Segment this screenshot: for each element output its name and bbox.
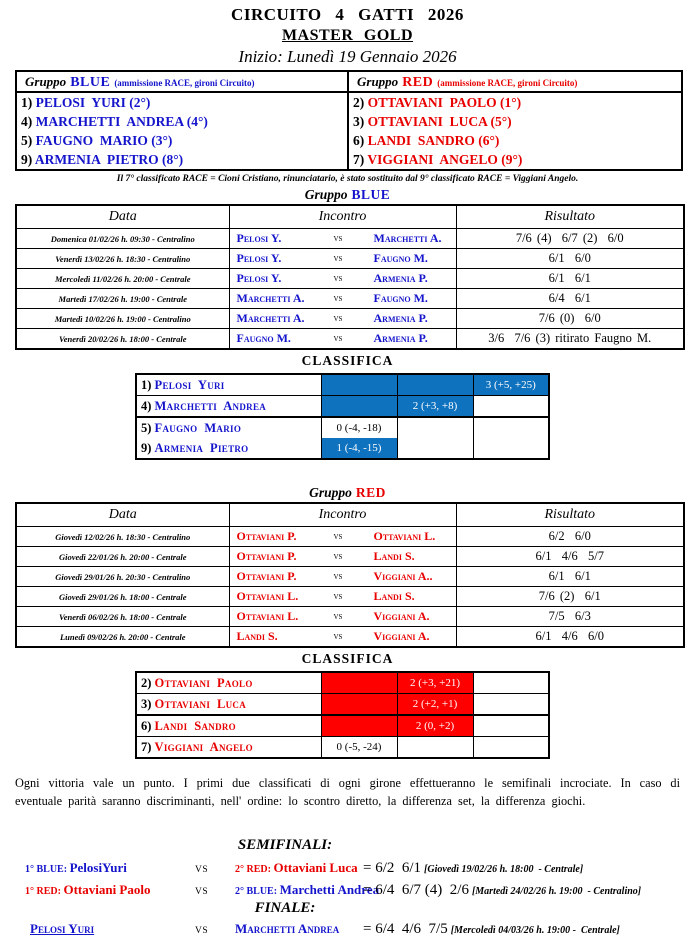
- classifica-points-cell: [397, 737, 473, 759]
- match-incontro-cell: [229, 269, 456, 289]
- player-name: Landi Sandro: [154, 719, 236, 733]
- classifica-points-cell: [473, 438, 549, 459]
- player-number: 4): [21, 114, 36, 129]
- incontro-content: [230, 629, 456, 644]
- vs-label: VS: [195, 925, 209, 936]
- section-name-blue: BLUE: [351, 187, 391, 202]
- classifica-points-cell: [321, 396, 397, 418]
- player-line: [349, 93, 681, 112]
- match-row: [16, 329, 684, 350]
- group-blue-header: [17, 72, 347, 93]
- player2-name: Landi S.: [373, 589, 415, 603]
- match-row: [16, 229, 684, 249]
- start-date-line: Inizio: Lunedì 19 Gennaio 2026: [238, 47, 457, 66]
- incontro-content: [230, 609, 456, 624]
- vs-label: VS: [195, 886, 209, 897]
- player-name: OTTAVIANI LUCA (5°): [367, 114, 512, 129]
- classifica-points-cell: [397, 374, 473, 396]
- vs-label: vs: [333, 611, 343, 622]
- classifica-name-cell: [136, 694, 321, 716]
- match-result-cell: 6/1 6/1: [456, 269, 684, 289]
- final-player2: Marchetti Andrea: [235, 920, 340, 936]
- group-blue-admission-note: (ammissione RACE, gironi Circuito): [114, 78, 255, 88]
- player-name: OTTAVIANI PAOLO (1°): [367, 95, 522, 110]
- final-schedule: [Mercoledì 04/03/26 h. 19:00 - Centrale]: [450, 924, 620, 936]
- classifica-name-cell: [136, 438, 321, 459]
- incontro-content: [230, 589, 456, 604]
- match-incontro-cell: [229, 229, 456, 249]
- match-date-cell: Mercoledì 11/02/26 h. 20:00 - Centrale: [16, 269, 229, 289]
- classifica-points-cell: [321, 374, 397, 396]
- semifinal-player2: [235, 859, 363, 877]
- vs-label: vs: [333, 551, 343, 562]
- player-line: [17, 150, 347, 169]
- group-blue-box: [17, 72, 349, 169]
- player-name: Ottaviani Paolo: [63, 881, 151, 897]
- semifinal-score: = 6/2 6/1: [363, 859, 422, 876]
- classifica-points-cell: [473, 737, 549, 759]
- match-row: [16, 607, 684, 627]
- classifica-points-cell: [321, 672, 397, 694]
- rules-paragraph: Ogni vittoria vale un punto. I primi due classificati di ogni girone effettueranno le semifinali incrociate. In caso di eventuale parità saranno discriminanti, nell' ordine: lo scontro diretto, la differenza set, la differenza giochi.: [15, 776, 680, 808]
- player-name: Ottaviani Paolo: [154, 676, 253, 690]
- groups-admission-box: [15, 70, 683, 171]
- player1-name: Ottaviani P.: [236, 529, 297, 543]
- final-score: = 6/4 4/6 7/5: [363, 920, 448, 937]
- seed-label: 1° BLUE:: [25, 863, 70, 875]
- vs-label: vs: [333, 333, 343, 344]
- classifica-name-cell: [136, 715, 321, 737]
- classifica-points-cell: [473, 715, 549, 737]
- incontro-content: [230, 231, 456, 246]
- seed-label: 2° RED:: [235, 863, 274, 875]
- semifinals-heading: SEMIFINALI:: [237, 836, 333, 853]
- player-number: 6): [141, 719, 155, 733]
- player-name: PELOSI YURI (2°): [35, 95, 151, 110]
- vs-label: vs: [333, 273, 343, 284]
- match-row: [16, 269, 684, 289]
- incontro-content: [230, 569, 456, 584]
- match-result-cell: 6/1 4/6 6/0: [456, 627, 684, 648]
- player1-name: Faugno M.: [236, 331, 291, 345]
- match-date-cell: Giovedì 22/01/26 h. 20:00 - Centrale: [16, 547, 229, 567]
- player2-name: Viggiani A..: [373, 569, 433, 583]
- group-red-header: [349, 72, 681, 93]
- classifica-name-cell: [136, 737, 321, 759]
- classifica-points-cell: [321, 715, 397, 737]
- vs-label: vs: [333, 591, 343, 602]
- match-row: [16, 249, 684, 269]
- player1-name: Pelosi Y.: [236, 251, 282, 265]
- match-date-cell: Giovedì 29/01/26 h. 18:00 - Centrale: [16, 587, 229, 607]
- player2-name: Landi S.: [373, 549, 415, 563]
- player-name: LANDI SANDRO (6°): [367, 133, 500, 148]
- player2-name: Armenia P.: [373, 311, 428, 325]
- match-row: [16, 587, 684, 607]
- player-line: [349, 150, 681, 169]
- player1-name: Pelosi Y.: [236, 271, 282, 285]
- classifica-row: [136, 417, 549, 438]
- final-player1: Pelosi Yuri: [30, 920, 95, 936]
- match-incontro-cell: [229, 329, 456, 350]
- player1-name: Marchetti A.: [236, 291, 305, 305]
- classifica-points-cell: 1 (-4, -15): [321, 438, 397, 459]
- incontro-content: [230, 331, 456, 346]
- player-number: 3): [353, 114, 368, 129]
- classifica-heading-red: CLASSIFICA: [301, 651, 394, 666]
- player2-name: Viggiani A.: [373, 609, 430, 623]
- match-date-cell: Lunedì 09/02/26 h. 20:00 - Centrale: [16, 627, 229, 648]
- match-incontro-cell: [229, 607, 456, 627]
- match-date-cell: Venerdì 06/02/26 h. 18:00 - Centrale: [16, 607, 229, 627]
- incontro-content: [230, 529, 456, 544]
- final-heading: FINALE:: [254, 899, 316, 916]
- match-row: [16, 289, 684, 309]
- classifica-points-cell: [473, 694, 549, 716]
- match-result-cell: 6/1 4/6 5/7: [456, 547, 684, 567]
- match-incontro-cell: [229, 289, 456, 309]
- player1-name: Ottaviani P.: [236, 549, 297, 563]
- section-prefix: Gruppo: [304, 187, 348, 202]
- player-name: ARMENIA PIETRO (8°): [34, 152, 184, 167]
- player-name: Faugno Mario: [154, 421, 242, 435]
- player1-name: Ottaviani L.: [236, 589, 299, 603]
- group-red-name: RED: [402, 75, 434, 90]
- player2-name: Faugno M.: [373, 251, 428, 265]
- classifica-name-cell: [136, 374, 321, 396]
- player-name: Marchetti Andrea: [154, 399, 267, 413]
- player-line: [349, 112, 681, 131]
- classifica-row: [136, 737, 549, 759]
- classifica-points-cell: 0 (-4, -18): [321, 417, 397, 438]
- player-number: 9): [141, 441, 155, 455]
- seed-label: 1° RED:: [25, 885, 64, 897]
- incontro-content: [230, 291, 456, 306]
- classifica-points-cell: 2 (+3, +8): [397, 396, 473, 418]
- player-number: 1): [141, 378, 155, 392]
- semifinal-player1: [0, 859, 195, 877]
- classifica-row: [136, 672, 549, 694]
- semifinal-row: [0, 881, 695, 898]
- incontro-content: [230, 251, 456, 266]
- col-header-data: Data: [16, 205, 229, 229]
- incontro-content: [230, 271, 456, 286]
- classifica-name-cell: [136, 417, 321, 438]
- vs-label: vs: [333, 571, 343, 582]
- match-date-cell: Martedì 17/02/26 h. 19:00 - Centrale: [16, 289, 229, 309]
- classifica-row: [136, 715, 549, 737]
- player-line: [349, 131, 681, 150]
- vs-label: VS: [195, 864, 209, 875]
- match-date-cell: Giovedì 12/02/26 h. 18:30 - Centralino: [16, 527, 229, 547]
- page-title: CIRCUITO 4 GATTI 2026: [231, 5, 464, 24]
- player2-name: Viggiani A.: [373, 629, 430, 643]
- player-name: Pelosi Yuri: [154, 378, 225, 392]
- match-row: [16, 627, 684, 648]
- semifinal-player2: [235, 881, 380, 899]
- player1-name: Ottaviani L.: [236, 609, 299, 623]
- section-heading-red: [0, 484, 695, 501]
- vs-label: vs: [333, 233, 343, 244]
- player-number: 2): [353, 95, 368, 110]
- player2-name: Ottaviani L.: [373, 529, 436, 543]
- group-red-admission-note: (ammissione RACE, gironi Circuito): [437, 78, 578, 88]
- classifica-heading-blue: CLASSIFICA: [301, 353, 394, 368]
- match-result-cell: 7/5 6/3: [456, 607, 684, 627]
- player-name: Ottaviani Luca: [154, 697, 247, 711]
- match-row: [16, 309, 684, 329]
- match-incontro-cell: [229, 249, 456, 269]
- player-number: 6): [353, 133, 368, 148]
- player-line: [17, 112, 347, 131]
- group-red-player-list: [349, 93, 681, 169]
- player-name: PelosiYuri: [69, 859, 127, 875]
- vs-label: vs: [333, 293, 343, 304]
- classifica-points-cell: 2 (+3, +21): [397, 672, 473, 694]
- match-result-cell: 7/6 (2) 6/1: [456, 587, 684, 607]
- group-blue-name: BLUE: [70, 75, 111, 90]
- player1-name: Pelosi Y.: [236, 231, 282, 245]
- semifinals-rows: [0, 859, 695, 898]
- table-header-row: [16, 503, 684, 527]
- classifica-points-cell: [473, 417, 549, 438]
- match-incontro-cell: [229, 627, 456, 648]
- match-incontro-cell: [229, 547, 456, 567]
- match-row: [16, 567, 684, 587]
- player-name: VIGGIANI ANGELO (9°): [367, 152, 523, 167]
- vs-label: vs: [333, 253, 343, 264]
- player-name: MARCHETTI ANDREA (4°): [35, 114, 208, 129]
- semifinal-row: [0, 859, 695, 876]
- final-row: [0, 921, 695, 939]
- col-header-risultato: Risultato: [456, 503, 684, 527]
- player-line: [17, 93, 347, 112]
- match-incontro-cell: [229, 587, 456, 607]
- group-blue-player-list: [17, 93, 347, 169]
- player-number: 3): [141, 697, 155, 711]
- red-classifica-table: [135, 671, 550, 759]
- match-incontro-cell: [229, 527, 456, 547]
- match-result-cell: 6/1 6/1: [456, 567, 684, 587]
- seed-label: 2° BLUE:: [235, 885, 280, 897]
- player-name: FAUGNO MARIO (3°): [35, 133, 173, 148]
- classifica-points-cell: 2 (0, +2): [397, 715, 473, 737]
- red-match-table: [15, 502, 685, 648]
- group-label-prefix: Gruppo: [357, 74, 399, 89]
- substitution-note: Il 7° classificato RACE = Cioni Cristiano, rinunciatario, è stato sostituito dal 9° classificato RACE = Viggiani Angelo.: [116, 174, 579, 184]
- classifica-points-cell: [397, 438, 473, 459]
- player-number: 7): [353, 152, 368, 167]
- player-number: 2): [141, 676, 155, 690]
- vs-label: vs: [333, 313, 343, 324]
- vs-label: vs: [333, 631, 343, 642]
- semifinal-schedule: [Martedì 24/02/26 h. 19:00 - Centralino]: [471, 885, 642, 897]
- classifica-row: [136, 374, 549, 396]
- section-name-red: RED: [355, 485, 386, 500]
- player-number: 4): [141, 399, 155, 413]
- player1-name: Marchetti A.: [236, 311, 305, 325]
- col-header-data: Data: [16, 503, 229, 527]
- incontro-content: [230, 549, 456, 564]
- classifica-points-cell: 3 (+5, +25): [473, 374, 549, 396]
- classifica-points-cell: 2 (+2, +1): [397, 694, 473, 716]
- player2-name: Armenia P.: [373, 331, 428, 345]
- section-heading-blue: [0, 186, 695, 203]
- classifica-points-cell: [321, 694, 397, 716]
- match-result-cell: 7/6 (4) 6/7 (2) 6/0: [456, 229, 684, 249]
- player1-name: Landi S.: [236, 629, 278, 643]
- semifinal-player1: [0, 881, 195, 899]
- col-header-incontro: Incontro: [229, 205, 456, 229]
- match-result-cell: 6/4 6/1: [456, 289, 684, 309]
- match-result-cell: 7/6 (0) 6/0: [456, 309, 684, 329]
- match-result-cell: 3/6 7/6 (3) ritirato Faugno M.: [456, 329, 684, 350]
- match-date-cell: Martedì 10/02/26 h. 19:00 - Centralino: [16, 309, 229, 329]
- classifica-points-cell: [397, 417, 473, 438]
- document-header: [0, 0, 695, 67]
- match-date-cell: Venerdì 13/02/26 h. 18:30 - Centralino: [16, 249, 229, 269]
- player-name: Viggiani Angelo: [154, 740, 253, 754]
- match-incontro-cell: [229, 309, 456, 329]
- classifica-points-cell: [473, 672, 549, 694]
- group-red-box: [349, 72, 681, 169]
- table-header-row: [16, 205, 684, 229]
- player-line: [17, 131, 347, 150]
- player-number: 7): [141, 740, 155, 754]
- blue-match-table: [15, 204, 685, 350]
- player-name: Ottaviani Luca: [273, 859, 358, 875]
- classifica-name-cell: [136, 672, 321, 694]
- player-name: Armenia Pietro: [154, 441, 249, 455]
- player2-name: Faugno M.: [373, 291, 428, 305]
- match-result-cell: 6/1 6/0: [456, 249, 684, 269]
- col-header-incontro: Incontro: [229, 503, 456, 527]
- classifica-row: [136, 396, 549, 418]
- match-row: [16, 547, 684, 567]
- player1-name: Ottaviani P.: [236, 569, 297, 583]
- player2-name: Armenia P.: [373, 271, 428, 285]
- player-name: Marchetti Andrea: [279, 881, 380, 897]
- section-prefix: Gruppo: [309, 485, 352, 500]
- match-result-cell: 6/2 6/0: [456, 527, 684, 547]
- player2-name: Marchetti A.: [373, 231, 442, 245]
- incontro-content: [230, 311, 456, 326]
- classifica-name-cell: [136, 396, 321, 418]
- semifinal-score: = 6/4 6/7 (4) 2/6: [363, 881, 469, 898]
- player-number: 9): [21, 152, 35, 167]
- page-subtitle: MASTER GOLD: [281, 27, 414, 44]
- classifica-row: [136, 694, 549, 716]
- player-number: 1): [21, 95, 36, 110]
- col-header-risultato: Risultato: [456, 205, 684, 229]
- classifica-points-cell: 0 (-5, -24): [321, 737, 397, 759]
- match-date-cell: Giovedì 29/01/26 h. 20:30 - Centralino: [16, 567, 229, 587]
- semifinal-schedule: [Giovedì 19/02/26 h. 18:00 - Centrale]: [424, 863, 584, 875]
- player-number: 5): [21, 133, 36, 148]
- match-incontro-cell: [229, 567, 456, 587]
- classifica-points-cell: [473, 396, 549, 418]
- match-date-cell: Domenica 01/02/26 h. 09:30 - Centralino: [16, 229, 229, 249]
- player-number: 5): [141, 421, 155, 435]
- match-date-cell: Venerdì 20/02/26 h. 18:00 - Centrale: [16, 329, 229, 350]
- blue-classifica-table: [135, 373, 550, 460]
- group-label-prefix: Gruppo: [25, 74, 67, 89]
- vs-label: vs: [333, 531, 343, 542]
- match-row: [16, 527, 684, 547]
- classifica-row: [136, 438, 549, 459]
